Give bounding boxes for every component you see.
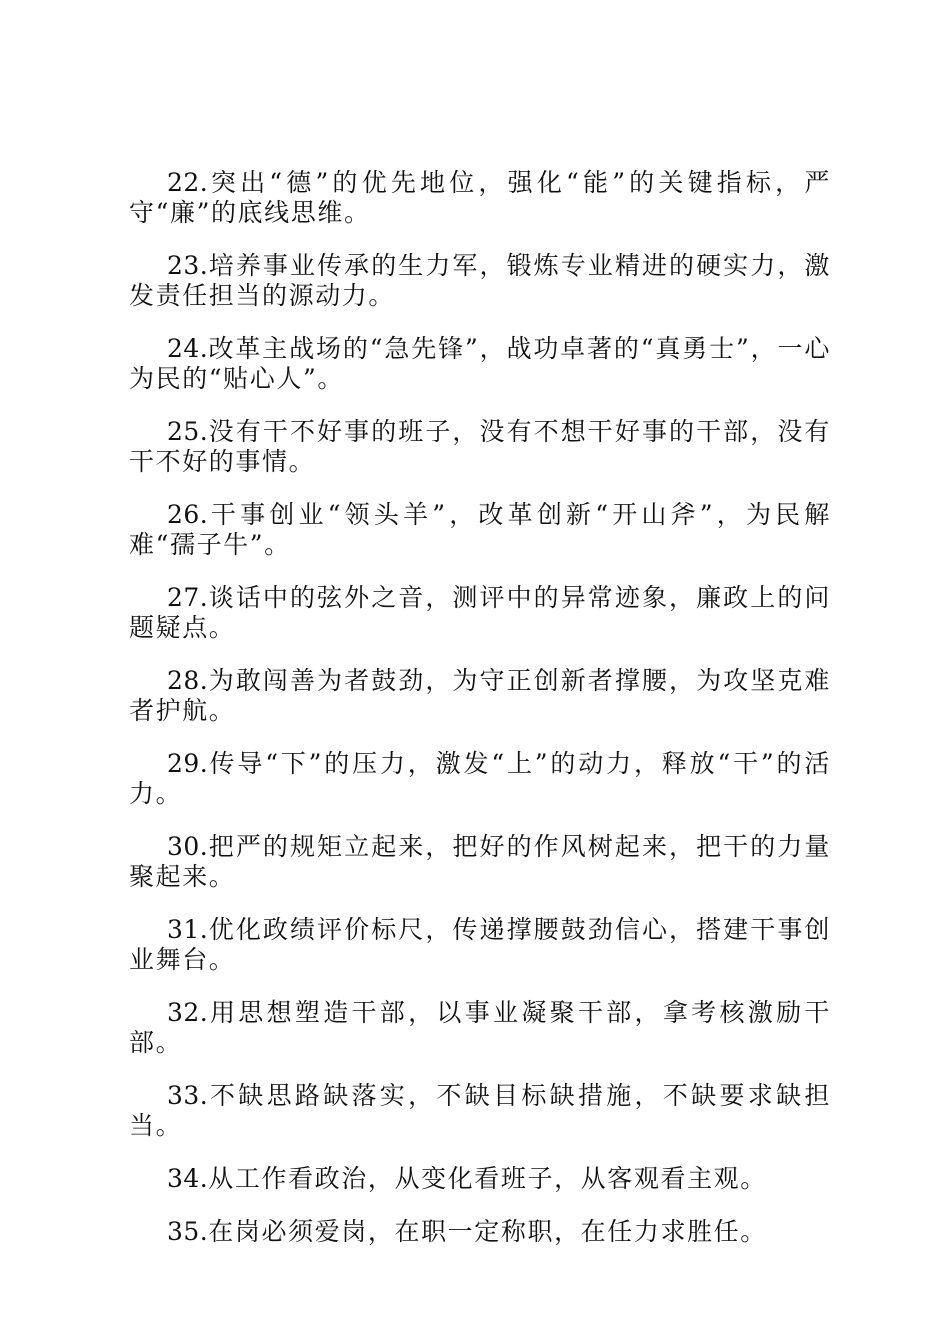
list-item-26 (129, 500, 831, 560)
item-text: 用思想塑造干部，以事业凝聚干部，拿考核激励干部。 (129, 998, 831, 1057)
item-number: 25. (167, 417, 209, 446)
item-text: 把严的规矩立起来，把好的作风树起来，把干的力量聚起来。 (129, 832, 831, 891)
item-text: 优化政绩评价标尺，传递撑腰鼓劲信心，搭建干事创业舞台。 (129, 915, 831, 974)
item-text: 突出“德”的优先地位，强化“能”的关键指标，严守“廉”的底线思维。 (129, 168, 831, 227)
document-body (129, 168, 831, 1270)
item-text: 谈话中的弦外之音，测评中的异常迹象，廉政上的问题疑点。 (129, 583, 831, 642)
item-text: 传导“下”的压力，激发“上”的动力，释放“干”的活力。 (129, 749, 831, 808)
item-number: 30. (167, 832, 209, 861)
item-text: 培养事业传承的生力军，锻炼专业精进的硬实力，激发责任担当的源动力。 (129, 251, 831, 310)
item-number: 33. (167, 1081, 209, 1110)
item-number: 28. (167, 666, 209, 695)
item-text: 从工作看政治，从变化看班子，从客观看主观。 (208, 1164, 767, 1193)
list-item-29 (129, 749, 831, 809)
item-number: 26. (167, 500, 209, 529)
item-text: 为敢闯善为者鼓劲，为守正创新者撑腰，为攻坚克难者护航。 (129, 666, 831, 725)
item-text: 改革主战场的“急先锋”，战功卓著的“真勇士”，一心为民的“贴心人”。 (129, 334, 831, 393)
list-item-32 (129, 998, 831, 1058)
list-item-33 (129, 1081, 831, 1141)
list-item-24 (129, 334, 831, 394)
item-number: 29. (167, 749, 209, 778)
list-item-35 (129, 1217, 831, 1247)
item-text: 不缺思路缺落实，不缺目标缺措施，不缺要求缺担当。 (129, 1081, 831, 1140)
item-number: 32. (167, 998, 209, 1027)
list-item-31 (129, 915, 831, 975)
list-item-27 (129, 583, 831, 643)
list-item-23 (129, 251, 831, 311)
item-text: 在岗必须爱岗，在职一定称职，在任力求胜任。 (208, 1217, 767, 1246)
item-number: 23. (167, 251, 209, 280)
item-text: 干事创业“领头羊”，改革创新“开山斧”，为民解难“孺子牛”。 (129, 500, 831, 559)
item-number: 22. (167, 168, 209, 197)
list-item-34 (129, 1164, 831, 1194)
item-number: 31. (167, 915, 209, 944)
list-item-22 (129, 168, 831, 228)
item-number: 24. (167, 334, 209, 363)
item-number: 35. (167, 1217, 209, 1246)
list-item-25 (129, 417, 831, 477)
item-number: 34. (167, 1164, 209, 1193)
list-item-28 (129, 666, 831, 726)
item-number: 27. (167, 583, 209, 612)
item-text: 没有干不好事的班子，没有不想干好事的干部，没有干不好的事情。 (129, 417, 831, 476)
list-item-30 (129, 832, 831, 892)
